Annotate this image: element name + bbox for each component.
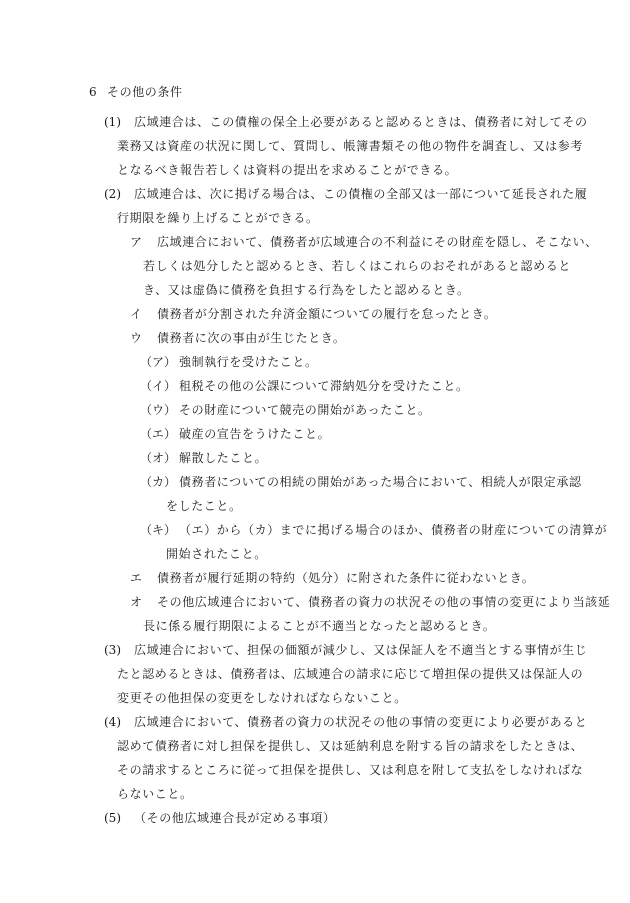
subitem-o-text: 解散したこと。 [179,451,268,465]
item-2a-line-1: 広域連合において、債務者が広域連合の不利益にその財産を隠し、そこない、 [157,235,598,249]
item-4-line-1: 広域連合において、債務者の資力の状況その他の事情の変更により必要があると [134,715,588,729]
item-4-line-4: らないこと。 [117,787,193,801]
item-2o-line-1: その他広域連合において、債務者の資力の状況その他の事情の変更により当該延 [157,595,611,609]
item-3-line-1: 広域連合において、担保の価額が減少し、又は保証人を不適当とする事情が生じ [134,643,588,657]
item-2i-line-1: 債務者が分割された弁済金額についての履行を怠ったとき。 [157,307,497,321]
item-4-line-3: その請求するところに従って担保を提供し、又は利息を附して支払をしなければな [117,763,584,777]
subitem-u-text: その財産について競売の開始があったこと。 [179,403,431,417]
item-2a-label: ア [130,235,143,249]
item-2o-label: オ [130,595,143,609]
item-2i-label: イ [130,307,143,321]
item-4-line-2: 認めて債務者に対し担保を提供し、又は延納利息を附する旨の請求をしたときは、 [117,739,584,753]
subitem-ka-line-1: 債務者についての相続の開始があった場合において、相続人が限定承認 [179,475,582,489]
subitem-a-text: 強制執行を受けたこと。 [179,355,318,369]
section-title: その他の条件 [107,85,183,99]
item-1-line-2: 業務又は資産の状況に関して、質問し、帳簿書類その他の物件を調査し、又は参考 [117,139,583,153]
subitem-u-label: （ウ） [140,403,177,417]
subitem-a-label: （ア） [140,355,177,369]
item-1-line-3: となるべき報告若しくは資料の提出を求めることができる。 [117,163,458,177]
item-3-line-2: たと認めるときは、債務者は、広域連合の請求に応じて増担保の提供又は保証人の [117,667,584,681]
subitem-ka-label: （カ） [140,475,177,489]
item-2-number: (2) [104,187,121,201]
item-2e-label: エ [130,571,143,585]
item-5-line-1: （その他広域連合長が定める事項） [134,811,336,825]
subitem-i-label: （イ） [140,379,177,393]
subitem-e-label: （エ） [140,427,177,441]
subitem-ki-line-1: （エ）から（カ）までに掲げる場合のほか、債務者の財産についての清算が [179,523,608,537]
item-2-line-2: 行期限を繰り上げることができる。 [117,211,319,225]
item-2a-line-3: き、又は虚偽に債務を負担する行為をしたと認めるとき。 [143,283,470,297]
section-number: 6 [89,85,97,99]
subitem-i-text: 租税その他の公課について滞納処分を受けたこと。 [179,379,469,393]
item-2a-line-2: 若しくは処分したと認めるとき、若しくはこれらのおそれがあると認めると [143,259,571,273]
subitem-ki-label: （キ） [140,523,177,537]
item-3-line-3: 変更その他担保の変更をしなければならないこと。 [117,691,407,705]
item-5-number: (5) [104,811,121,825]
subitem-ki-line-2: 開始されたこと。 [166,547,267,561]
item-2-line-1: 広域連合は、次に掲げる場合は、この債権の全部又は一部について延長された履 [134,187,588,201]
item-3-number: (3) [104,643,121,657]
item-2u-label: ウ [130,331,143,345]
item-1-number: (1) [104,115,121,129]
item-2u-line-1: 債務者に次の事由が生じたとき。 [157,331,346,345]
subitem-o-label: （オ） [140,451,177,465]
item-2e-line-1: 債務者が履行延期の特約（処分）に附された条件に従わないとき。 [157,571,535,585]
item-4-number: (4) [104,715,121,729]
subitem-e-text: 破産の宣告をうけたこと。 [179,427,331,441]
item-2o-line-2: 長に係る履行期限によることが不適当となったと認めるとき。 [143,619,496,633]
subitem-ka-line-2: をしたこと。 [166,499,242,513]
item-1-line-1: 広域連合は、この債権の保全上必要があると認めるときは、債務者に対してその [134,115,588,129]
